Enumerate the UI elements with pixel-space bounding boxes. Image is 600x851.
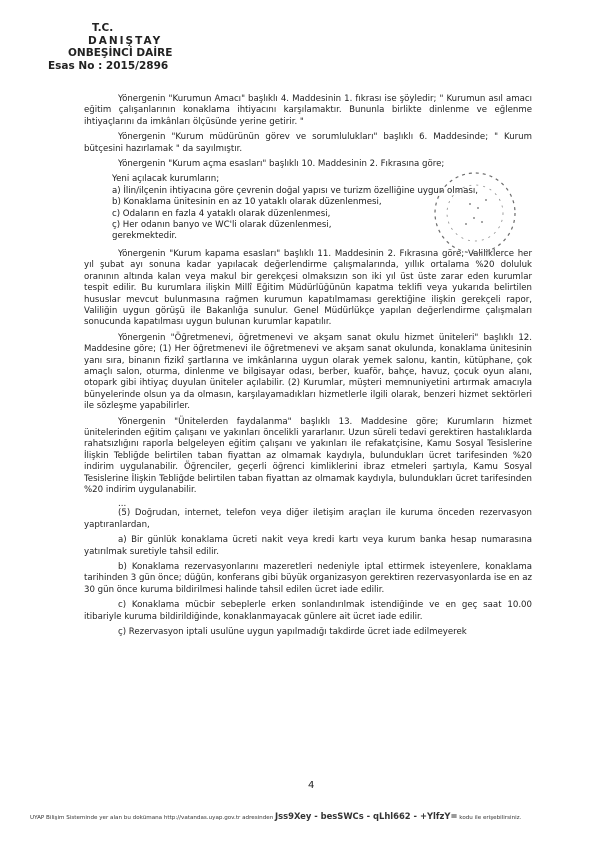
- stamp-seal: [430, 168, 520, 258]
- paragraph: ç) Rezervasyon iptali usulüne uygun yapılmadığı takdirde ücret iade edilmeyerek: [118, 627, 467, 638]
- paragraph: Yönergenin "Kurumun Amacı" başlıklı 4. Maddesinin 1. fıkrası ise şöyledir; " Kurumun asıl amacı eğitim çalışanlarının konaklama ihtiyacını karşılamaktır. Bununla birlikte dinlenme ve eğlenme ihtiyaçlarını da imkânları ölçüsünde yerine getirir. ": [84, 94, 532, 127]
- footer-code: Jss9Xey - besSWCs - qLhl662 - +YlfzY=: [275, 811, 458, 821]
- list-item: gerekmektedir.: [112, 231, 177, 242]
- paragraph: b) Konaklama rezervasyonlarını mazeretleri nedeniyle iptal ettirmek isteyenlere, konaklama tarihinden 3 gün önce; düğün, konferans gibi büyük organizasyon gerektiren rezervasyonlarda ise en az 30 gün önce kuruma bildirilmesi halinde tahsil edilen ücret iade edilir.: [84, 562, 532, 595]
- paragraph: c) Konaklama mücbir sebeplerle erken sonlandırılmak istendiğinde ve en geç saat 10.00 itibariyle kuruma bildirildiğinde, konaklanmayacak günlere ait ücret iade edilir.: [84, 600, 532, 622]
- footer-suffix: kodu ile erişebilirsiniz.: [459, 815, 522, 821]
- list-intro: Yeni açılacak kurumların;: [112, 174, 220, 185]
- list-item: a) İlin/ilçenin ihtiyacına göre çevrenin doğal yapısı ve turizm özelliğine uygun olması,: [112, 185, 478, 196]
- paragraph: (5) Doğrudan, internet, telefon veya diğer iletişim araçları ile kuruma önceden rezervasyon yaptıranlardan,: [84, 508, 532, 530]
- document-header: [48, 22, 172, 72]
- list-item: b) Konaklama ünitesinin en az 10 yataklı olarak düzenlenmesi,: [112, 197, 382, 208]
- paragraph: Yönergenin "Kurum müdürünün görev ve sorumlulukları" başlıklı 6. Maddesinde; " Kurum bütçesini hazırlamak " da sayılmıştır.: [84, 132, 532, 154]
- list-item: ç) Her odanın banyo ve WC'li olarak düzenlenmesi,: [112, 220, 332, 231]
- paragraph: Yönergenin "Kurum açma esasları" başlıklı 10. Maddesinin 2. Fıkrasına göre;: [118, 159, 445, 170]
- paragraph: Yönergenin "Kurum kapama esasları" başlıklı 11. Maddesinin 2. Fıkrasına göre; Valiliklerce her yıl şubat ayı sonuna kadar yapılacak değerlendirme çalışmalarında, yıllık ortalama %20 doluluk oranının altında kalan veya makul bir gerekçesi olmaksızın son iki yıl üst üste zarar eden kurumlar tespit edilir. Bu kurumlara ilişkin Millî Eğitim Müdürlüğünün kapatma teklifi veya yukarıda belirtilen hususlar mevcut bulunmasına rağmen kurumun kapatılmaması gerektiğine ilişkin gerekçeli rapor, Valiliğin uygun görüşü ile Bakanlığa sunulur. Genel Müdürlükçe yapılan değerlendirme çalışmaları sonucunda kapatılması uygun bulunan kurumlar kapatılır.: [84, 248, 532, 328]
- header-court: DANIŞTAY: [88, 34, 163, 47]
- footer-text: UYAP Bilişim Sisteminde yer alan bu dokümana http://vatandas.uyap.gov.tr adresinden: [30, 815, 274, 821]
- page-number: 4: [308, 780, 315, 791]
- header-case-number: Esas No : 2015/2896: [48, 59, 169, 72]
- paragraph: Yönergenin "Öğretmenevi, öğretmenevi ve akşam sanat okulu hizmet üniteleri" başlıklı 12. Maddesine göre; (1) Her öğretmenevi ile öğretmenevi ve akşam sanat okulunda, konaklama ünitesinin yanı sıra, binanın fizikî şartlarına ve imkânlarına uygun olarak yemek salonu, kantin, kütüphane, çok amaçlı salon, oturma, dinlenme ve bilgisayar odası, berber, kuaför, bahçe, havuz, çocuk oyun alanı, otopark gibi ihtiyaç duyulan üniteler açılabilir. (2) Kurumlar, müşteri memnuniyetini artırmak amacıyla bünyelerinde olsun ya da olmasın, karşılayamadıkları hizmetlerle ilgili olarak, benzeri hizmet sektörleri ile sözleşme yapabilirler.: [84, 332, 532, 412]
- header-chamber: ONBEŞİNCİ DAİRE: [68, 47, 173, 59]
- paragraph: Yönergenin "Ünitelerden faydalanma" başlıklı 13. Maddesine göre; Kurumların hizmet ünitelerinden eğitim çalışanı ve yakınları öncelikli yararlanır. Uzun süreli tedavi gerektiren hastalıklarda rahatsızlığını raporla belgeleyen eğitim çalışanı ve yakınları ile refakatçisine, Kamu Sosyal Tesislerine İlişkin Tebliğde belirtilen taban fiyattan az olmamak kaydıyla, bulundukları ücret tarifesinden %20 indirim uygulanabilir. Öğrenciler, geçerli öğrenci kimliklerini ibraz etmeleri şartıyla, Kamu Sosyal Tesislerine İlişkin Tebliğde belirtilen taban fiyattan az olmamak kaydıyla, bulundukları ücret tarifesinden %20 indirim uygulanabilir.: [84, 416, 532, 495]
- list-item: c) Odaların en fazla 4 yataklı olarak düzenlenmesi,: [112, 208, 331, 219]
- header-tc: T.C.: [92, 22, 114, 34]
- paragraph: a) Bir günlük konaklama ücreti nakit veya kredi kartı veya kurum banka hesap numarasına yatırılmak suretiyle tahsil edilir.: [84, 535, 532, 557]
- ellipsis: ...: [118, 499, 127, 510]
- footer-verification: [30, 811, 575, 821]
